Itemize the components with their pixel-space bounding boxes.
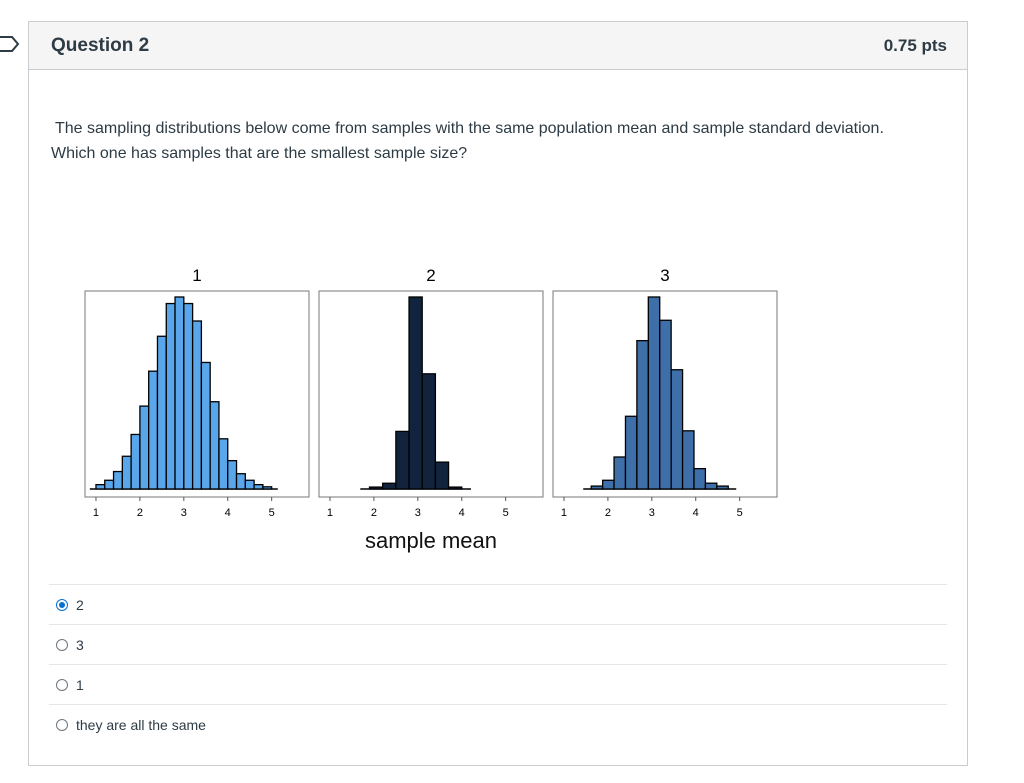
histogram-bar: [254, 485, 263, 489]
histogram-bar: [671, 370, 682, 489]
histogram-bar: [449, 487, 462, 489]
histogram-bar: [660, 320, 671, 489]
answer-label: 1: [76, 676, 84, 693]
histogram-bar: [694, 469, 705, 489]
answer-option[interactable]: [49, 624, 947, 664]
x-tick-label: 2: [604, 507, 611, 519]
question-points: 0.75 pts: [883, 35, 947, 55]
histogram-bar: [370, 487, 383, 489]
histogram-bar: [122, 456, 131, 489]
histogram-bar: [625, 416, 636, 489]
histogram-bar: [149, 371, 158, 489]
histogram-bar: [683, 431, 694, 489]
histogram-bar: [237, 474, 246, 489]
histogram-bar: [210, 402, 219, 489]
answer-label: they are all the same: [76, 716, 206, 733]
answer-list: [49, 584, 947, 744]
histogram-bar: [603, 480, 614, 489]
x-tick-label: 2: [370, 507, 377, 519]
x-axis-label: sample mean: [364, 528, 498, 553]
histogram-bar: [591, 486, 602, 489]
x-tick-label: 4: [458, 507, 465, 519]
histogram-bar: [637, 341, 648, 489]
question-text-line2: Which one has samples that are the smallest sample size?: [51, 145, 468, 162]
histogram-bar: [201, 362, 210, 489]
answer-label: 2: [76, 596, 84, 613]
histogram-bar: [245, 480, 254, 489]
histogram-bar: [175, 297, 184, 489]
x-tick-label: 3: [414, 507, 421, 519]
panel-title: 2: [426, 266, 436, 285]
x-tick-label: 1: [92, 507, 100, 519]
answer-radio[interactable]: [56, 599, 68, 611]
question-text-line1: The sampling distributions below come from samples with the same population mean and sample standard deviation.: [55, 120, 884, 137]
question-text: [51, 116, 931, 166]
panel-title: 3: [660, 266, 670, 285]
histogram-bar: [140, 406, 149, 489]
question-flag-icon[interactable]: [0, 34, 20, 54]
question-title: Question 2: [51, 34, 150, 56]
histogram-bar: [184, 304, 193, 489]
histogram-bar: [131, 434, 140, 489]
answer-option[interactable]: [49, 584, 947, 624]
answer-radio[interactable]: [56, 679, 68, 691]
answer-radio[interactable]: [56, 639, 68, 651]
histogram-bar: [114, 472, 123, 489]
x-tick-label: 2: [136, 507, 143, 519]
histogram-bar: [705, 483, 716, 489]
histogram-bar: [383, 483, 396, 489]
histogram-bar: [409, 297, 422, 489]
histogram-bar: [96, 485, 105, 489]
histogram-bar: [263, 487, 272, 489]
histogram-bar: [228, 461, 237, 489]
x-tick-label: 1: [326, 507, 334, 519]
histogram-bar: [422, 374, 435, 489]
sampling-distributions-chart: [77, 246, 837, 566]
histogram-bar: [219, 439, 228, 489]
answer-radio[interactable]: [56, 719, 68, 731]
x-tick-label: 3: [180, 507, 187, 519]
x-tick-label: 5: [736, 507, 743, 519]
histogram-bar: [648, 297, 659, 489]
x-tick-label: 1: [560, 507, 568, 519]
histogram-bar: [193, 321, 202, 489]
histogram-bar: [717, 486, 728, 489]
x-tick-label: 5: [268, 507, 275, 519]
histogram-bar: [614, 457, 625, 489]
panel-title: 1: [192, 266, 202, 285]
x-tick-label: 3: [648, 507, 655, 519]
histogram-bar: [157, 336, 166, 489]
x-tick-label: 4: [224, 507, 231, 519]
histogram-bar: [105, 480, 114, 489]
question-card: [28, 21, 968, 766]
question-header: [29, 22, 967, 70]
histogram-bar: [166, 304, 175, 489]
answer-option[interactable]: [49, 664, 947, 704]
answer-option[interactable]: [49, 704, 947, 744]
x-tick-label: 4: [692, 507, 699, 519]
histogram-bar: [435, 462, 448, 489]
answer-label: 3: [76, 636, 84, 653]
histogram-bar: [396, 431, 409, 489]
x-tick-label: 5: [502, 507, 509, 519]
